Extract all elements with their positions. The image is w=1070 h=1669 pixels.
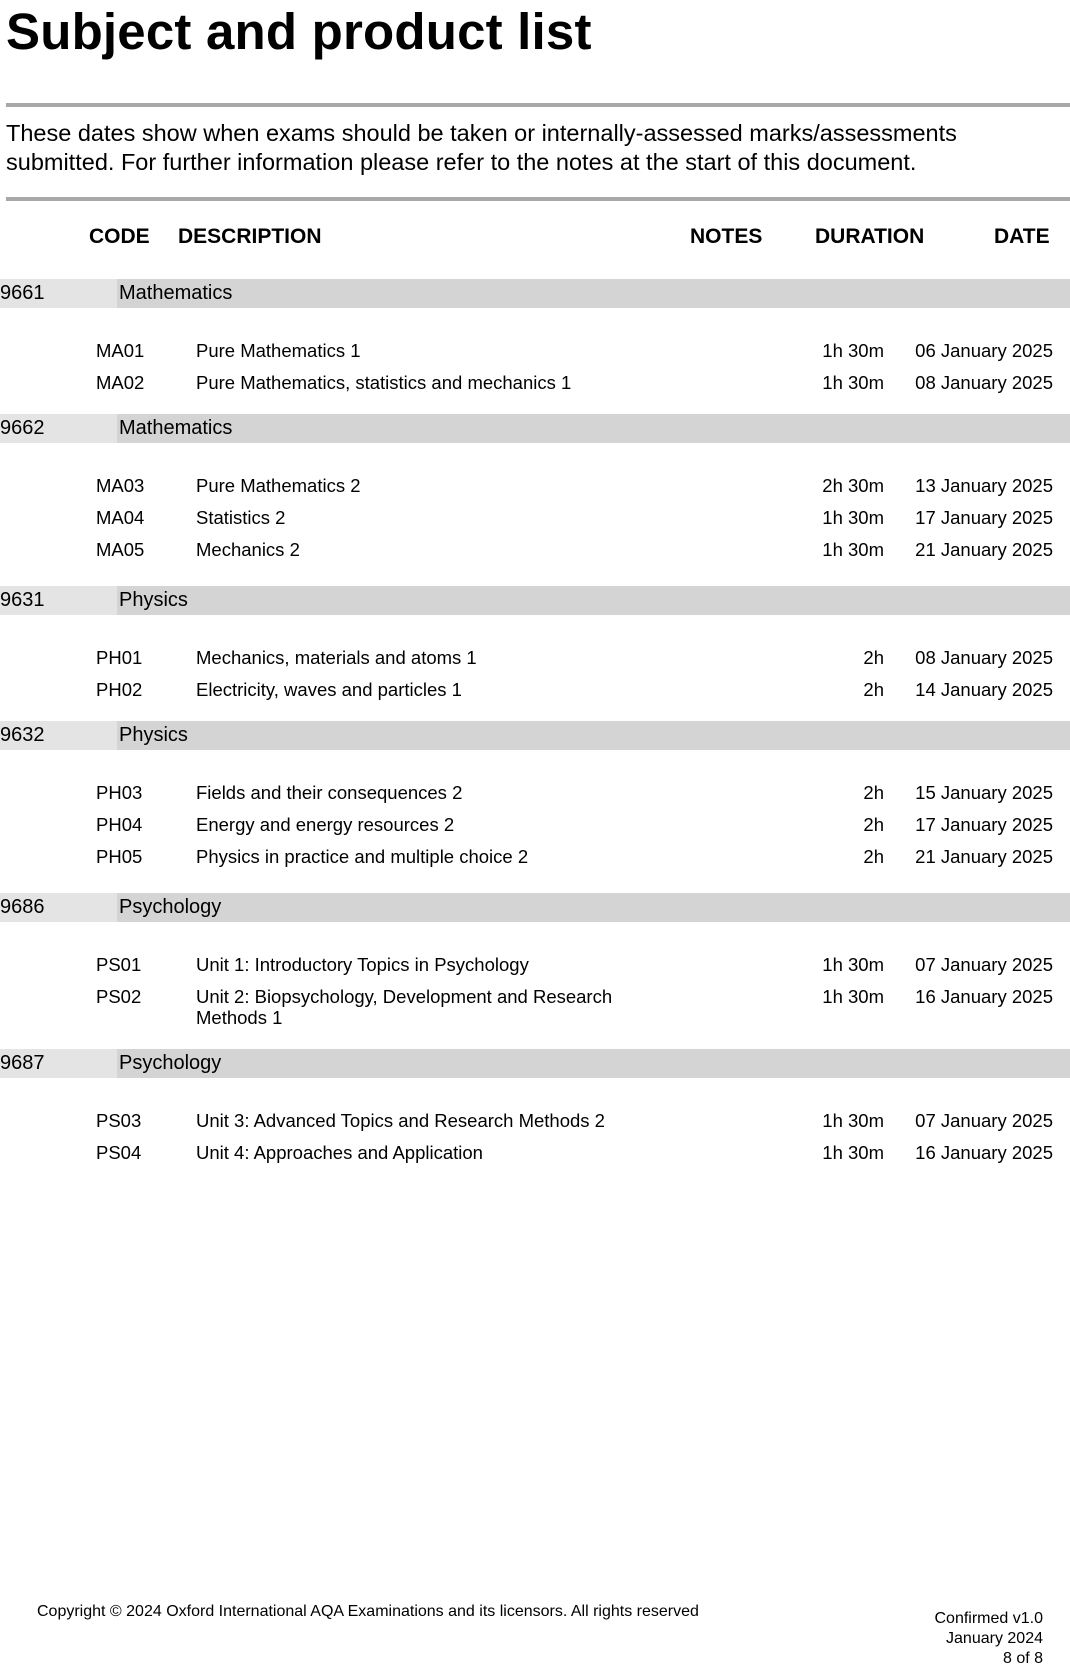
column-header-date: DATE <box>994 225 1050 248</box>
title-divider <box>6 103 1070 107</box>
component-date: 17 January 2025 <box>915 814 1053 835</box>
component-description: Statistics 2 <box>196 507 286 528</box>
component-code: PH01 <box>96 647 143 668</box>
component-code: PH02 <box>96 679 143 700</box>
component-duration: 2h <box>863 846 884 867</box>
component-date: 07 January 2025 <box>915 1110 1053 1131</box>
column-header-description: DESCRIPTION <box>178 225 322 248</box>
component-description: Mechanics, materials and atoms 1 <box>196 647 477 668</box>
component-duration: 1h 30m <box>822 954 884 975</box>
component-duration: 2h 30m <box>822 475 884 496</box>
component-duration: 1h 30m <box>822 340 884 361</box>
component-code: PS02 <box>96 986 142 1007</box>
component-description: Energy and energy resources 2 <box>196 814 455 835</box>
component-description: Pure Mathematics, statistics and mechanics 1 <box>196 372 572 393</box>
component-code: MA05 <box>96 539 145 560</box>
component-date: 15 January 2025 <box>915 782 1053 803</box>
component-description: Mechanics 2 <box>196 539 300 560</box>
component-date: 13 January 2025 <box>915 475 1053 496</box>
component-code: MA02 <box>96 372 145 393</box>
component-duration: 1h 30m <box>822 539 884 560</box>
component-code: PH03 <box>96 782 143 803</box>
subject-group-header <box>0 721 1070 750</box>
component-duration: 1h 30m <box>822 1142 884 1163</box>
component-duration: 1h 30m <box>822 507 884 528</box>
subject-name: Mathematics <box>119 417 233 439</box>
component-code: PH04 <box>96 814 143 835</box>
component-duration: 2h <box>863 679 884 700</box>
footer-version-block <box>935 1609 1044 1669</box>
component-duration: 1h 30m <box>822 986 884 1007</box>
subject-group-header <box>0 893 1070 922</box>
intro-divider <box>6 197 1070 201</box>
intro-text: These dates show when exams should be taken or internally-assessed marks/assessments submitted. For further information please refer to the notes at the start of this document. <box>6 120 957 175</box>
subject-code: 9631 <box>0 589 45 611</box>
subject-group-header <box>0 1049 1070 1078</box>
column-header-code: CODE <box>89 225 150 248</box>
component-duration: 1h 30m <box>822 1110 884 1131</box>
footer-copyright: Copyright © 2024 Oxford International AQA Examinations and its licensors. All rights reserved <box>37 1603 699 1620</box>
component-description: Unit 1: Introductory Topics in Psychology <box>196 954 529 975</box>
component-description: Unit 2: Biopsychology, Development and Research Methods 1 <box>196 986 613 1028</box>
subject-code: 9632 <box>0 724 45 746</box>
component-description: Fields and their consequences 2 <box>196 782 463 803</box>
subject-code: 9687 <box>0 1052 45 1074</box>
component-duration: 2h <box>863 814 884 835</box>
subject-group-header <box>0 279 1070 308</box>
component-code: PS01 <box>96 954 142 975</box>
subject-name: Physics <box>119 589 188 611</box>
component-date: 21 January 2025 <box>915 539 1053 560</box>
page-title: Subject and product list <box>6 3 592 60</box>
component-code: MA03 <box>96 475 145 496</box>
component-code: PS04 <box>96 1142 142 1163</box>
component-code: MA04 <box>96 507 145 528</box>
component-description: Unit 4: Approaches and Application <box>196 1142 483 1163</box>
component-code: PS03 <box>96 1110 142 1131</box>
component-description: Electricity, waves and particles 1 <box>196 679 462 700</box>
footer-page-number: 8 of 8 <box>1002 1650 1043 1667</box>
subject-group-header <box>0 586 1070 615</box>
footer-issue-date: January 2024 <box>946 1630 1043 1647</box>
component-duration: 2h <box>863 647 884 668</box>
component-date: 16 January 2025 <box>915 986 1053 1007</box>
column-header-duration: DURATION <box>815 225 925 248</box>
subject-name: Mathematics <box>119 282 233 304</box>
footer-status: Confirmed v1.0 <box>934 1610 1043 1627</box>
component-description: Pure Mathematics 2 <box>196 475 361 496</box>
subject-name: Psychology <box>119 1052 222 1074</box>
subject-name: Psychology <box>119 896 222 918</box>
component-code: MA01 <box>96 340 145 361</box>
component-date: 21 January 2025 <box>915 846 1053 867</box>
component-date: 14 January 2025 <box>915 679 1053 700</box>
subject-code: 9686 <box>0 896 45 918</box>
component-date: 07 January 2025 <box>915 954 1053 975</box>
subject-code: 9661 <box>0 282 45 304</box>
component-duration: 2h <box>863 782 884 803</box>
component-date: 16 January 2025 <box>915 1142 1053 1163</box>
column-header-notes: NOTES <box>690 225 763 248</box>
component-description: Physics in practice and multiple choice 2 <box>196 846 529 867</box>
component-code: PH05 <box>96 846 143 867</box>
component-description: Pure Mathematics 1 <box>196 340 361 361</box>
component-date: 08 January 2025 <box>915 372 1053 393</box>
component-duration: 1h 30m <box>822 372 884 393</box>
subject-name: Physics <box>119 724 188 746</box>
component-date: 17 January 2025 <box>915 507 1053 528</box>
component-description: Unit 3: Advanced Topics and Research Methods 2 <box>196 1110 605 1131</box>
component-date: 08 January 2025 <box>915 647 1053 668</box>
subject-group-header <box>0 414 1070 443</box>
subject-code: 9662 <box>0 417 45 439</box>
component-date: 06 January 2025 <box>915 340 1053 361</box>
